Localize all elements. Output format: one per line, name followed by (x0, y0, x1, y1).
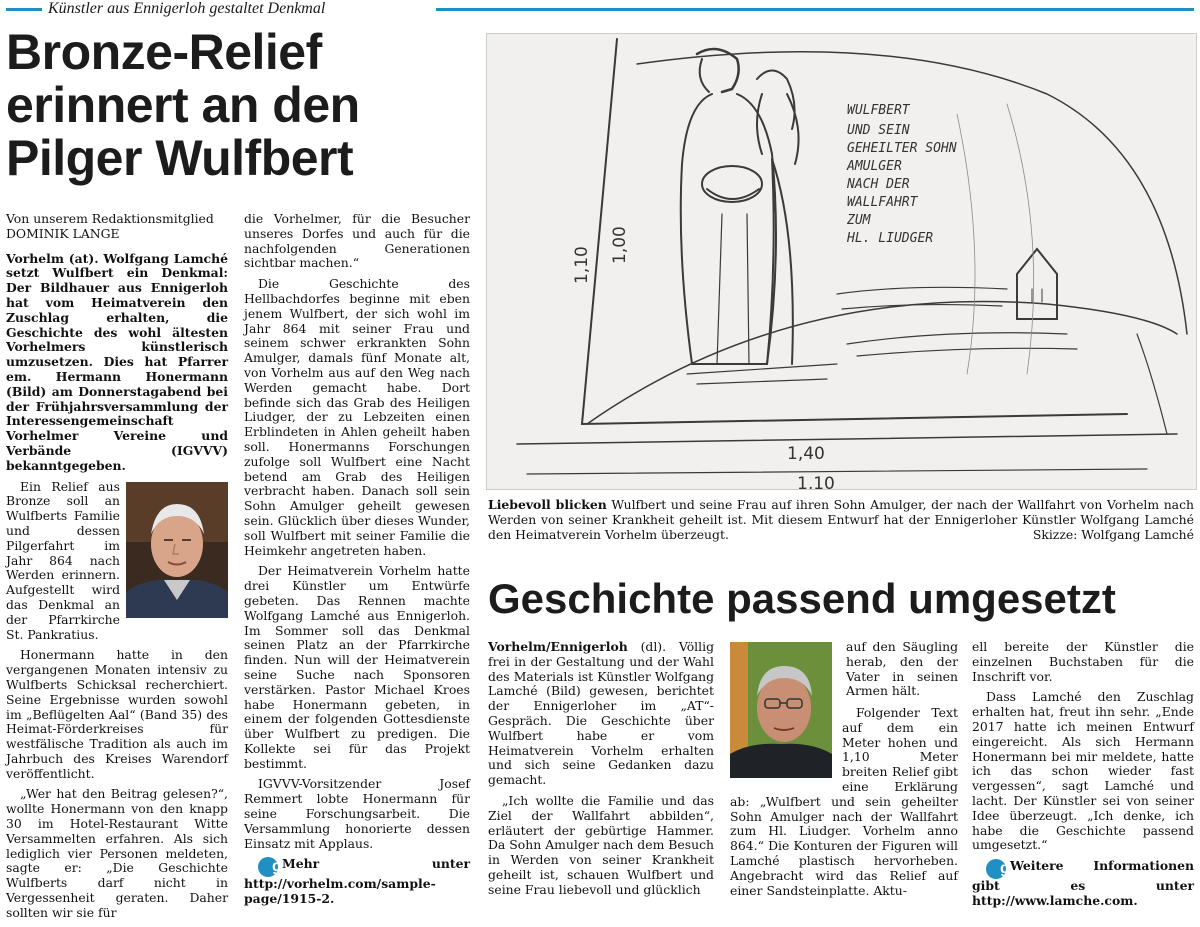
sketch-dim-horizontal-1: 1,40 (787, 444, 825, 464)
article-1-column-2 (244, 212, 470, 913)
article-2-column-2-lower (730, 706, 958, 904)
caption-lead-in: Liebevoll blicken (488, 497, 607, 512)
image-caption (488, 497, 1194, 542)
article-1-paragraph-7: IGVVV-Vorsitzender Josef Remmert lobte Honermann für seine Forschungsarbeit. Die Versammlung honorierte dessen Einsatz mit Applaus. (244, 776, 470, 851)
article-2-column-2 (846, 640, 958, 705)
g-info-icon: g (258, 857, 278, 877)
secondary-headline: Geschichte passend umgesetzt (488, 575, 1116, 622)
article-2-lead (488, 640, 714, 788)
sketch-image (486, 33, 1197, 490)
portrait-honermann (126, 482, 228, 618)
article-2-paragraph-1: „Ich wollte die Familie und das Ziel der Wallfahrt abbilden“, erläutert der gebürtige Hammer. Da Sohn Amulger nach dem Besuch in Werden von seiner Krankheit geheilt ist, schauen Wulfbert und seine Frau liebevoll und glücklich (488, 792, 714, 897)
kicker-rule-right (436, 8, 1194, 11)
article-2-lead-rest: (dl). Völlig frei in der Gestaltung und der Wahl des Materials ist Künstler Wolfgang Lamché (Bild) gewesen, berichtet der Ennigerloher im „AT“-Gespräch. Die Geschichte über Wulfbert habe er vom Heimatverein Vorhelm erhalten und sich seine Gedanken dazu gemacht. (488, 639, 714, 788)
sketch-note-line-6: WALLFAHRT (847, 195, 918, 210)
sketch-note-line-7: ZUM (847, 213, 871, 228)
sketch-note-line-1: WULFBERT (847, 103, 910, 118)
g-info-icon: g (986, 859, 1006, 879)
article-2-weblink (972, 859, 1194, 909)
sketch-note-line-4: AMULGER (847, 159, 902, 174)
article-1-paragraph-6: Der Heimatverein Vorhelm hatte drei Künstler um Entwürfe gebeten. Das Rennen machte Wolfgang Lamché aus Ennigerloh. Im Sommer soll das Denkmal seinen Platz an der Pfarrkirche finden. Nun will der Heimatverein seine Suche nach Sponsoren verstärken. Pastor Michael Kroes habe Honermann gebeten, in einem der folgenden Gottesdienste über Wulfbert zu predigen. Die Kollekte sei für das Projekt bestimmt. (244, 563, 470, 771)
portrait-honermann-image (126, 482, 228, 618)
article-2-paragraph-2: auf den Säugling herab, den der Vater in seinen Armen hält. (846, 639, 958, 699)
article-1-link-text[interactable]: Mehr unter http://vorhelm.com/sample-page/1915-2. (244, 856, 470, 907)
article-2-paragraph-5: Dass Lamché den Zuschlag erhalten hat, freut ihn sehr. „Ende 2017 hatte ich meinen Entwurf eingereicht. Als sich Hermann Honermann bei mir meldete, hatte ich das schon wieder fast vergessen“, sagt Lamché und lacht. Der Künstler sei von seiner Idee überzeugt. „Ich denke, ich habe die Geschichte passend umgesetzt.“ (972, 689, 1194, 853)
sketch-dim-horizontal-2: 1,10 (797, 474, 835, 489)
article-2-paragraph-3: Folgender Text auf dem ein Meter hohen und 1,10 Meter breiten Relief gibt eine Erklärung ab: „Wulfbert und sein geheilter Sohn Amulger nach der Wallfahrt zum Hl. Liudger. Vorhelm anno 864.“ Die Konturen der Figuren will Lamché plastisch hervorheben. Angebracht wird das Relief auf einer Sandsteinplatte. Aktu- (730, 705, 958, 898)
article-1-column-1 (6, 212, 228, 927)
byline (6, 212, 228, 242)
article-1-paragraph-1: Ein Relief aus Bronze soll an Wulfberts Familie und dessen Pilgerfahrt im Jahr 864 nach Werden erinnern. Aufgestellt wird das Denkmal an der Pfarrkirche St. Pankratius. (6, 478, 120, 642)
sketch-note-line-5: NACH DER (847, 177, 910, 192)
article-2-paragraph-4: ell bereite der Künstler die einzelnen Buchstaben für die Inschrift vor. (972, 639, 1194, 684)
caption-text: Wulfbert und seine Frau auf ihren Sohn Amulger, der nach der Wallfahrt von Vorhelm nach Werden von seiner Krankheit geheilt ist. Mit diesem Entwurf hat der Ennigerloher Künstler Wolfgang Lamché den Heimatverein Vorhelm überzeugt. (488, 497, 1194, 542)
relief-sketch-drawing (487, 34, 1196, 489)
article-2-column-3 (972, 640, 1194, 915)
sketch-note-line-3: GEHEILTER SOHN (847, 141, 957, 156)
portrait-spacer (730, 706, 842, 782)
caption-credit: Skizze: Wolfgang Lamché (1032, 527, 1194, 542)
sketch-note-line-8: HL. LIUDGER (847, 231, 934, 246)
article-2-link-text[interactable]: Weitere Informationen gibt es unter http://www.lamche.com. (972, 858, 1194, 908)
kicker: Künstler aus Ennigerloh gestaltet Denkmal (44, 0, 329, 18)
article-1-paragraph-2: Honermann hatte in den vergangenen Monaten intensiv zu Wulfberts Schicksal recherchiert. Seine Ergebnisse wurden sowohl im „Beflügelten Aal“ (Band 35) des Heimat-Förderkreises für westfälische Tradition als auch im Jahrbuch des Kreises Warendorf veröffentlicht. (6, 647, 228, 781)
byline-line-1: Von unserem Redaktionsmitglied (6, 211, 214, 226)
article-1-paragraph-4: die Vorhelmer, für die Besucher unseres Dorfes und auch für die nachfolgenden Generationen sichtbar machen.“ (244, 211, 470, 271)
article-1-paragraph-3: „Wer hat den Beitrag gelesen?“, wollte Honermann von den knapp 30 im Hotel-Restaurant Witte Versammelten erfahren. Als sich lediglich vier Personen meldeten, sagte er: „Die Geschichte Wulfberts darf nicht in Vergessenheit geraten. Daher sollten wir sie für (6, 786, 228, 920)
article-1-lead: Vorhelm (at). Wolfgang Lamché setzt Wulfbert ein Denkmal: Der Bildhauer aus Ennigerloh hat vom Heimatverein den Zuschlag erhalten, die Geschichte des wohl ältesten Vorhelmers künstlerisch umzusetzen. Dies hat Pfarrer em. Hermann Honermann (Bild) am Donnerstagabend bei der Frühjahrsversammlung der Interessengemeinschaft Vorhelmer Vereine und Verbände (IGVVV) bekanntgegeben. (6, 250, 228, 473)
sketch-dim-vertical-1: 1,10 (572, 246, 592, 284)
article-2-column-1 (488, 640, 714, 904)
sketch-note-line-2: UND SEIN (847, 123, 910, 138)
page-title: Bronze-Relief erinnert an den Pilger Wulfbert (6, 24, 360, 186)
byline-author: DOMINIK LANGE (6, 225, 120, 241)
article-2-lead-place: Vorhelm/Ennigerloh (488, 639, 628, 654)
kicker-rule-left (6, 8, 42, 11)
article-1-paragraph-5: Die Geschichte des Hellbachdorfes beginne mit eben jenem Wulfbert, der sich wohl im Jahr 864 mit seiner Frau und seinem schwer erkrankten Sohn Amulger, damals fünf Monate alt, von Vorhelm aus auf den Weg nach Werden gemacht habe. Dort befinde sich das Grab des Heiligen Liudger, der zu Lebzeiten einen Erblindeten in Ahlen geheilt haben soll. Honermanns Forschungen zufolge soll Wulfbert eine Nacht betend am Grab des Heiligen verbracht haben. Danach soll sein Sohn Amulger geheilt gewesen sein. Glücklich über dieses Wunder, soll Wulfbert mit seiner Familie die Heimkehr angetreten haben. (244, 276, 470, 558)
sketch-dim-vertical-2: 1,00 (610, 226, 630, 264)
